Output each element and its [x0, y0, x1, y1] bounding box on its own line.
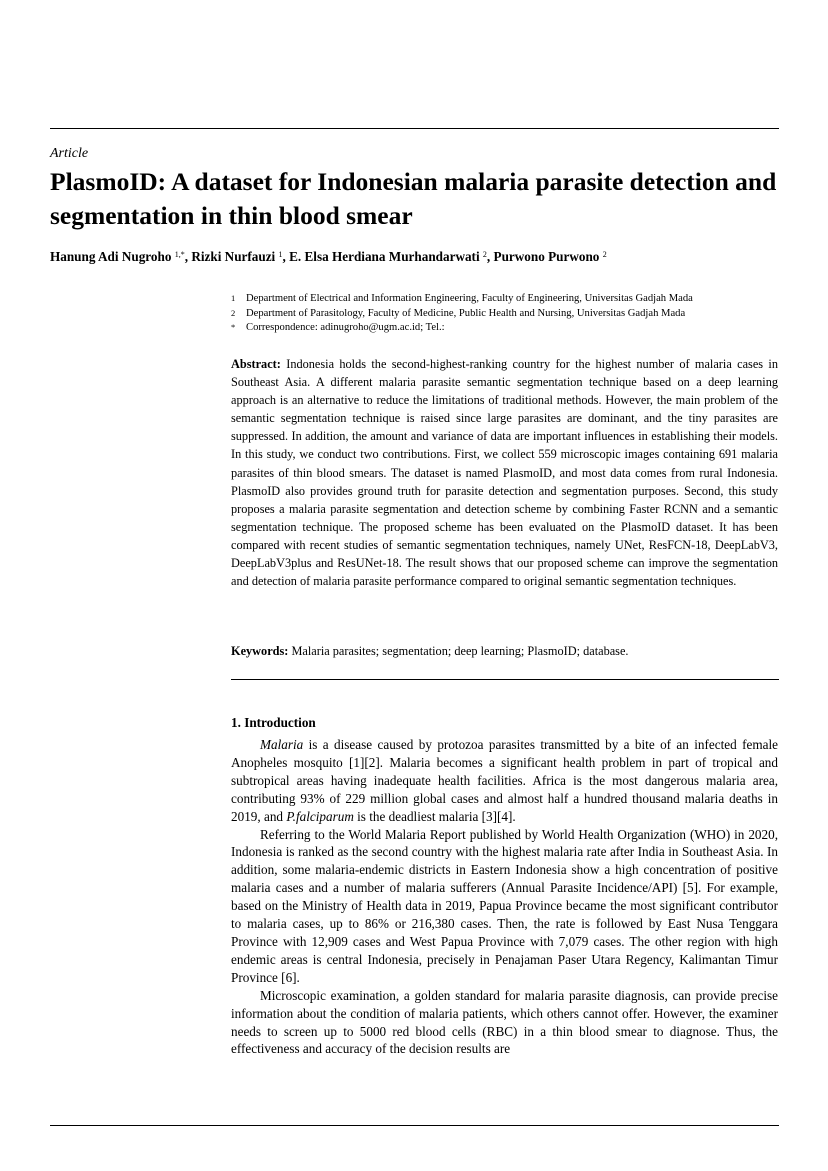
italic-term: P.falciparum — [286, 808, 354, 824]
affiliation-mark: * — [231, 322, 236, 332]
bottom-rule — [50, 1125, 779, 1126]
abstract-text: Indonesia holds the second-highest-ranking country for the highest number of malaria cases in Southeast Asia. A different malaria parasite semantic segmentation technique based on a deep learning approach is an alternative to reduce the limitations of traditional methods. However, the main problem of the semantic segmentation technique is raised since large parasites are dominant, and the tiny parasites are suppressed. In addition, the amount and variance of data are important influences in establishing their models. In this study, we conduct two contributions. First, we collect 559 microscopic images containing 691 malaria parasites of thin blood smears. The dataset is named PlasmoID, and most data comes from rural Indonesia. PlasmoID also provides ground truth for parasite detection and segmentation purposes. Second, this study proposes a malaria parasite segmentation and detection scheme by combining Faster RCNN and a semantic segmentation technique. The proposed scheme has been evaluated on the PlasmoID dataset. It has been compared with recent studies of semantic segmentation techniques, namely UNet, ResFCN-18, DeepLabV3, DeepLabV3plus and ResUNet-18. The result shows that our proposed scheme can improve the segmentation and detection of malaria parasite performance compared to original semantic segmentation techniques. — [231, 357, 778, 589]
author: Hanung Adi Nugroho $^{1,*}$, — [50, 249, 192, 264]
author: E. Elsa Herdiana Murhandarwati $^2$, — [289, 249, 494, 264]
author-affiliation-mark: 1 — [278, 250, 283, 259]
author-name: E. Elsa Herdiana Murhandarwati — [289, 249, 480, 264]
paragraph: Microscopic examination, a golden standard for malaria parasite diagnosis, can provide precise information about the condition of malaria patients, which others cannot offer. However, the examiner needs to screen up to 5000 red blood cells (RBC) in a thin blood smear to diagnose. Thus, the effectiveness and accuracy of the decision results are — [231, 987, 778, 1057]
author-affiliation-mark: 2 — [602, 250, 607, 259]
abstract-label: Abstract: — [231, 357, 281, 371]
paper-title: PlasmoID: A dataset for Indonesian malaria parasite detection and segmentation in thin blood smear — [50, 167, 777, 230]
affiliations — [231, 292, 791, 336]
introduction-body — [231, 736, 778, 1058]
author-list — [50, 249, 607, 265]
author: Rizki Nurfauzi $^1$, — [191, 249, 290, 264]
affiliation-item — [231, 307, 791, 322]
affiliation-text: Department of Parasitology, Faculty of Medicine, Public Health and Nursing, Universitas Gadjah Mada — [246, 307, 686, 319]
correspondence — [231, 321, 791, 336]
abstract — [231, 355, 778, 590]
correspondence-text: Correspondence: adinugroho@ugm.ac.id; Tel.: — [246, 322, 445, 333]
author-name: Purwono Purwono — [493, 249, 600, 264]
top-rule — [50, 128, 779, 129]
author — [494, 249, 607, 264]
article-type-label: Article — [50, 146, 89, 161]
affiliation-mark: 2 — [231, 307, 236, 318]
italic-term: Malaria — [260, 737, 304, 752]
keywords-label: Keywords: — [231, 644, 289, 658]
author-affiliation-mark: 2 — [482, 250, 487, 259]
affiliation-item — [231, 292, 791, 307]
keywords-text: Malaria parasites; segmentation; deep learning; PlasmoID; database. — [291, 644, 629, 658]
paragraph: Referring to the World Malaria Report published by World Health Organization (WHO) in 2020, Indonesia is ranked as the second country with the highest malaria rate after India in Southeast Asia. In addition, some malaria-endemic districts in Eastern Indonesia show a high concentration of positive malaria cases and a number of malaria sufferers (Annual Parasite Incidence/API) [5]. For example, based on the Ministry of Health data in 2019, Papua Province became the most significant contributor to malaria cases, up to 86% or 216,380 cases. Then, the rate is followed by East Nusa Tenggara Province with 12,909 cases and West Papua Province with 7,079 cases. The other region with high endemic areas is central Indonesia, precisely in Penajaman Paser Utara Regency, Kalimantan Timur Province [6]. — [231, 826, 778, 985]
author-name: Hanung Adi Nugroho — [50, 249, 172, 264]
section-heading: 1. Introduction — [231, 715, 316, 730]
abstract-rule — [231, 679, 779, 680]
author-name: Rizki Nurfauzi — [191, 249, 276, 264]
affiliation-text: Department of Electrical and Information Engineering, Faculty of Engineering, Universitas Gadjah Mada — [246, 293, 693, 304]
keywords — [231, 642, 778, 660]
author-affiliation-mark: 1,* — [174, 250, 185, 259]
paragraph: Malaria is a disease caused by protozoa parasites transmitted by a bite of an infected female Anopheles mosquito [1][2]. Malaria becomes a significant health problem in part of tropical and subtropical areas having inadequate health facilities. Africa is the most dangerous malaria area, contributing 93% of 229 million global cases and almost half a hundred thousand malaria deaths in 2019, and P.falciparum is the deadliest malaria [3][4]. — [231, 737, 778, 824]
affiliation-mark: 1 — [231, 293, 236, 303]
